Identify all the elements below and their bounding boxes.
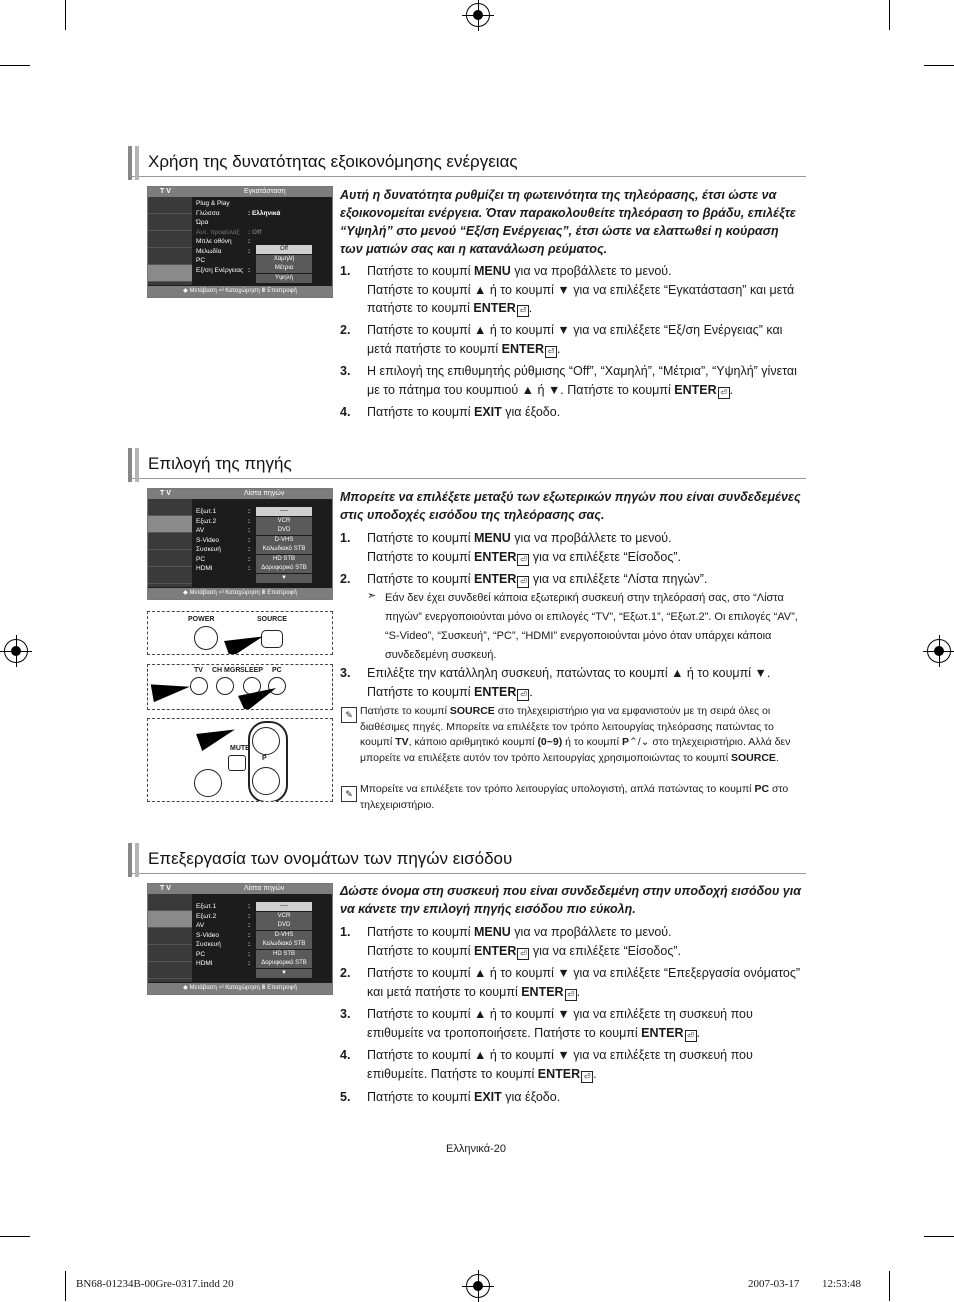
remote-illustration — [147, 718, 333, 802]
pointer-arrow-icon — [224, 628, 266, 655]
menu-row: S-Video : — [196, 931, 251, 939]
channel-up-down-icon: ⌃/⌄ — [628, 736, 650, 748]
menu-tv-label: T V — [160, 490, 171, 497]
menu-row: Εξωτ.1 : — [196, 508, 251, 515]
menu-row: PC : — [196, 950, 251, 958]
step: 4. Πατήστε το κουμπί ▲ ή το κουμπί ▼ για να επιλέξετε τη συσκευή που επιθυμείτε. Πατήστε το κουμπί ENTER ⏎ . — [340, 1048, 753, 1081]
menu-title: Λίστα πηγών — [244, 490, 285, 497]
pointer-arrow-icon — [151, 678, 192, 702]
registration-mark-icon — [466, 1274, 490, 1298]
menu-row: Εξ/ση Ενέργειας : — [196, 266, 251, 274]
note-icon: ✎ — [341, 707, 357, 723]
menu-row: Αυτ. προφύλαξ : Off — [196, 228, 262, 236]
menu-row: Εξωτ.1 : — [196, 903, 251, 910]
menu-row: Ώρα — [196, 219, 209, 226]
tv-menu-screenshot — [147, 186, 333, 298]
enter-icon: ⏎ — [517, 948, 529, 960]
menu-row: HDMI : — [196, 565, 251, 572]
menu-option: ▼ — [256, 969, 312, 978]
menu-option: Off — [256, 245, 312, 254]
menu-row: Συσκευή : — [196, 941, 251, 948]
channel-up-icon — [252, 727, 280, 755]
note: Πατήστε το κουμπί SOURCE στο τηλεχειριστήριο για να εμφανιστούν με τη σειρά όλες οι διαθέσιμες πηγές. Μπορείτε να επιλέξετε τον τρόπο λειτουργίας τηλεόρασης πατώντας το κουμπί TV, κάποιο αριθμητικό κουμπί (0~9) ή το κουμπί P⌃/⌄ στο τηλεχειριστήριο. Αλλά δεν μπορείτε να επιλέξετε αυτόν τον τρόπο λειτουργίας χρησιμοποιώντας το κουμπί SOURCE. — [360, 705, 791, 764]
remote-label: POWER — [188, 616, 215, 623]
menu-option: Δορυφορικό STB — [256, 564, 312, 573]
enter-icon: ⏎ — [517, 305, 529, 317]
enter-icon: ⏎ — [517, 689, 529, 701]
step: 3. Η επιλογή της επιθυμητής ρύθμισης “Off”, “Χαμηλή”, “Μέτρια”, “Υψηλή” γίνεται με το πάτημα του κουμπιού ▲ ή ▼. Πατήστε το κουμπί ENTER ⏎ . — [340, 364, 797, 397]
registration-mark-icon — [466, 3, 490, 27]
remote-label: SOURCE — [257, 616, 287, 623]
menu-option: Υψηλή — [256, 274, 312, 283]
menu-option: VCR — [256, 517, 312, 526]
crop-mark — [924, 1236, 954, 1237]
enter-icon: ⏎ — [565, 989, 577, 1001]
volume-down-icon — [194, 769, 222, 797]
menu-row: Εξωτ.2 : — [196, 912, 251, 920]
step: 4. Πατήστε το κουμπί EXIT για έξοδο. — [340, 405, 561, 419]
menu-option: VCR — [256, 912, 312, 921]
remote-label: MUTE — [230, 745, 250, 752]
menu-option: D-VHS — [256, 931, 312, 940]
menu-row: PC — [196, 257, 206, 264]
step: 2. Πατήστε το κουμπί ENTER ⏎ για να επιλέξετε “Λίστα πηγών”. — [340, 572, 708, 586]
crop-mark — [0, 1236, 30, 1237]
menu-row: PC : — [196, 555, 251, 563]
note: Μπορείτε να επιλέξετε τον τρόπο λειτουργίας υπολογιστή, απλά πατώντας το κουμπί PC στο τηλεχειριστήριο. — [360, 783, 789, 811]
step-subnote: Εάν δεν έχει συνδεθεί κάποια εξωτερική συσκευή στην τηλεόρασή σας, στο “Λίστα πηγών” ενεργοποιούνται μόνο οι επιλογές “TV”, “Εξωτ.1”, “Εξωτ.2”. Οι επιλογές “AV”, “S-Video”, “Συσκευή”, “PC”, “HDMI” ενεργοποιούνται μόνο όταν υπάρχει κάποια συνδεδεμένη συσκευή. — [385, 592, 798, 661]
menu-option: DVD — [256, 921, 312, 930]
footer-date: 2007-03-17 ￿￿ 12:53:48 — [748, 1278, 862, 1290]
menu-title: Εγκατάσταση — [244, 188, 286, 195]
menu-tv-label: T V — [160, 885, 171, 892]
menu-footer: ◆ Μετάβαση ⏎ Καταχώρηση Ⅲ Επιστροφή — [148, 588, 332, 599]
crop-mark — [65, 1271, 66, 1301]
footer-file: BN68-01234B-00Gre-0317.indd 20 — [76, 1278, 234, 1290]
remote-illustration — [147, 664, 333, 710]
menu-row: Plug & Play — [196, 200, 230, 207]
menu-row: Μελωδία : — [196, 247, 251, 255]
menu-option: ▼ — [256, 574, 312, 583]
step: 2. Πατήστε το κουμπί ▲ ή το κουμπί ▼ για να επιλέξετε “Εξ/ση Ενέργειας” και μετά πατήστε το κουμπί ENTER ⏎ . — [340, 323, 783, 356]
step: 5. Πατήστε το κουμπί EXIT για έξοδο. — [340, 1090, 561, 1104]
tv-menu-screenshot — [147, 488, 333, 600]
registration-mark-icon — [927, 639, 951, 663]
step: 2. Πατήστε το κουμπί ▲ ή το κουμπί ▼ για να επιλέξετε “Επεξεργασία ονόματος” και μετά πατήστε το κουμπί ENTER ⏎ . — [340, 966, 801, 999]
crop-mark — [0, 65, 30, 66]
menu-option: Δορυφορικό STB — [256, 959, 312, 968]
page-number: Ελληνικά-20 — [446, 1143, 507, 1155]
menu-tv-label: T V — [160, 188, 171, 195]
enter-icon: ⏎ — [685, 1030, 697, 1042]
step: 1. Πατήστε το κουμπί MENU για να προβάλλετε το μενού. Πατήστε το κουμπί ▲ ή το κουμπί ▼ για να επιλέξετε “Εγκατάσταση” και μετά πατήστε το κουμπί ENTER ⏎ . — [340, 264, 795, 315]
step: 1. Πατήστε το κουμπί MENU για να προβάλλετε το μενού. Πατήστε το κουμπί ENTER ⏎ για να επιλέξετε “Είσοδος”. — [340, 531, 681, 564]
menu-option: HD STB — [256, 950, 312, 959]
channel-down-icon — [252, 767, 280, 795]
section-title: Επιλογή της πηγής — [148, 454, 292, 473]
tv-button-icon — [190, 677, 208, 695]
menu-row: HDMI : — [196, 960, 251, 967]
crop-mark — [65, 0, 66, 30]
section-title: Επεξεργασία των ονομάτων των πηγών εισόδου — [148, 849, 513, 868]
enter-icon: ⏎ — [581, 1071, 593, 1083]
menu-footer: ◆ Μετάβαση ⏎ Καταχώρηση Ⅲ Επιστροφή — [148, 286, 332, 297]
menu-option: D-VHS — [256, 536, 312, 545]
enter-icon: ⏎ — [545, 346, 557, 358]
menu-option: HD STB — [256, 555, 312, 564]
registration-mark-icon — [4, 639, 28, 663]
step: 3. Επιλέξτε την κατάλληλη συσκευή, πατώντας το κουμπί ▲ ή το κουμπί ▼. Πατήστε το κουμπί ENTER ⏎ . — [340, 666, 771, 699]
menu-row: AV : — [196, 527, 251, 534]
button-icon — [216, 677, 234, 695]
remote-label: TV — [194, 667, 203, 674]
mute-icon — [228, 755, 246, 771]
menu-row: Συσκευή : — [196, 546, 251, 553]
section-heading — [128, 448, 806, 479]
remote-label: CH MGR — [212, 667, 241, 674]
remote-label: PC — [272, 667, 282, 674]
tv-menu-screenshot — [147, 883, 333, 995]
section-intro: Αυτή η δυνατότητα ρυθμίζει τη φωτεινότητα της τηλεόρασης, έτσι ώστε να εξοικονομείται ενέργεια. Όταν παρακολουθείτε τηλεόραση το βράδυ, επιλέξτε “Υψηλή” στο μενού “Εξ/ση Ενέργειας”, έτσι ώστε να ελαττωθεί η κούραση των ματιών σας και η κατανάλωση ρεύματος. — [340, 188, 796, 256]
menu-row: AV : — [196, 922, 251, 929]
menu-option: ---- — [256, 507, 312, 516]
menu-row: Γλώσσα : Ελληνικά — [196, 209, 281, 217]
crop-mark — [889, 0, 890, 30]
section-title: Χρήση της δυνατότητας εξοικονόμησης ενέργειας — [148, 152, 518, 171]
section-intro: Δώστε όνομα στη συσκευή που είναι συνδεδεμένη στην υποδοχή εισόδου για να κάνετε την επιλογή πηγής εισόδου πιο εύκολη. — [340, 884, 801, 916]
menu-option: DVD — [256, 526, 312, 535]
enter-icon: ⏎ — [517, 576, 529, 588]
menu-option: Καλωδιακό STB — [256, 545, 312, 554]
crop-mark — [889, 1271, 890, 1301]
menu-option: ---- — [256, 902, 312, 911]
enter-icon: ⏎ — [517, 554, 529, 566]
menu-option: Χαμηλή — [256, 255, 312, 264]
menu-option: Καλωδιακό STB — [256, 940, 312, 949]
note-icon: ✎ — [341, 786, 357, 802]
crop-mark — [924, 65, 954, 66]
remote-label: P — [262, 755, 267, 762]
power-icon — [194, 626, 218, 650]
menu-footer: ◆ Μετάβαση ⏎ Καταχώρηση Ⅲ Επιστροφή — [148, 983, 332, 994]
remote-illustration — [147, 611, 333, 655]
menu-row: S-Video : — [196, 536, 251, 544]
arrow-bullet-icon: ➣ — [367, 590, 377, 602]
section-heading — [128, 843, 806, 874]
menu-row: Εξωτ.2 : — [196, 517, 251, 525]
menu-row: Μπλε οθόνη : — [196, 238, 251, 245]
section-heading — [128, 146, 806, 177]
enter-icon: ⏎ — [718, 387, 730, 399]
section-intro: Μπορείτε να επιλέξετε μεταξύ των εξωτερικών πηγών που είναι συνδεδεμένες στις υποδοχές εισόδου της τηλεόρασης σας. — [340, 490, 801, 522]
step: 3. Πατήστε το κουμπί ▲ ή το κουμπί ▼ για να επιλέξετε τη συσκευή που επιθυμείτε να τροποποιήσετε. Πατήστε το κουμπί ENTER ⏎ . — [340, 1007, 753, 1040]
remote-label: SLEEP — [240, 667, 263, 674]
menu-option: Μέτρια — [256, 264, 312, 273]
step: 1. Πατήστε το κουμπί MENU για να προβάλλετε το μενού. Πατήστε το κουμπί ENTER ⏎ για να επιλέξετε “Είσοδος”. — [340, 925, 681, 958]
menu-title: Λίστα πηγών — [244, 885, 285, 892]
